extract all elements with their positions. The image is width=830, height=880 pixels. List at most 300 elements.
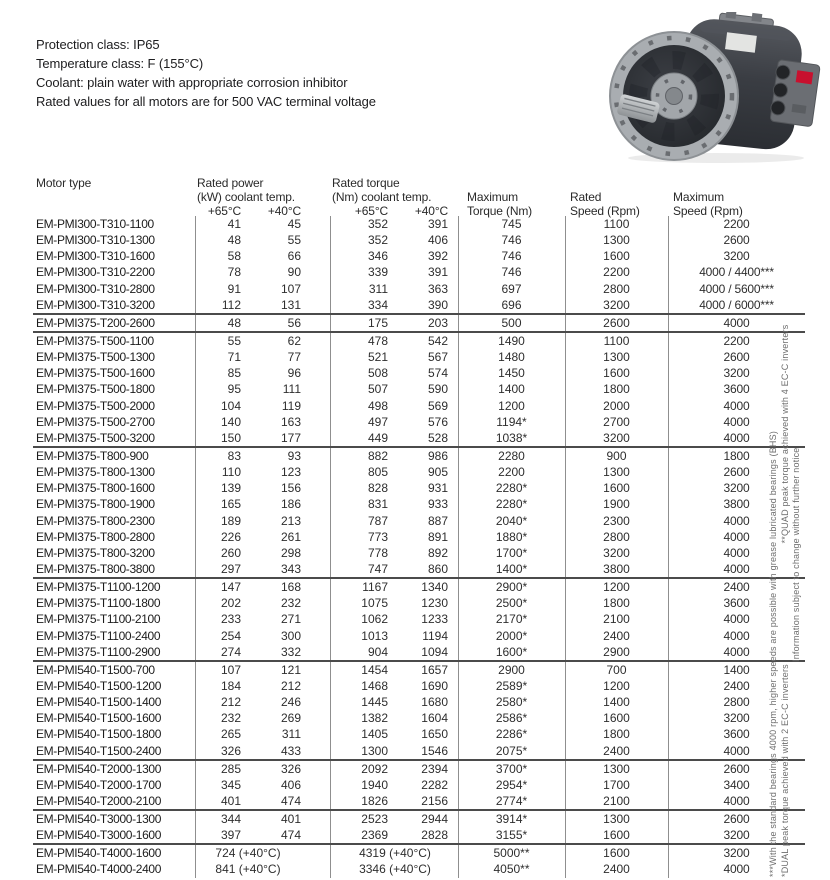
motor-photo: [598, 12, 822, 164]
column-separator: [330, 264, 331, 280]
value-cell: 2400: [603, 628, 630, 643]
value-cell: 343: [280, 561, 301, 576]
table-row: [33, 579, 805, 595]
value-cell: 1800: [603, 596, 630, 611]
col-subheader-torque-unit: (Nm) coolant temp.: [332, 190, 432, 204]
col-header-torque-40: +40°C: [414, 204, 448, 218]
value-cell: 2586*: [495, 711, 528, 726]
value-cell: 1604: [421, 711, 448, 726]
value-cell: 332: [280, 644, 301, 659]
col-header-rated-speed-l1: Rated: [570, 190, 602, 204]
value-cell: 1480: [498, 350, 525, 365]
col-header-motor-type: Motor type: [36, 176, 92, 190]
value-cell: 390: [427, 297, 448, 312]
value-cell: 4000: [723, 743, 750, 758]
table-row: [33, 861, 805, 877]
value-cell: 2580*: [495, 695, 528, 710]
value-cell: 1400*: [495, 561, 528, 576]
value-cell: 1826: [361, 793, 388, 808]
column-separator: [330, 761, 331, 777]
value-cell: 66: [287, 249, 301, 264]
col-header-rated-speed-l2: Speed (Rpm): [570, 204, 640, 218]
column-separator: [330, 333, 331, 349]
motor-type-cell: EM-PMI375-T500-2700: [36, 414, 155, 429]
value-cell: 2523: [361, 812, 388, 827]
value-cell: 2828: [421, 828, 448, 843]
value-cell: 271: [280, 612, 301, 627]
column-separator: [330, 480, 331, 496]
value-cell: 168: [280, 580, 301, 595]
table-row: [33, 381, 805, 397]
column-separator: [330, 595, 331, 611]
value-cell: 346: [367, 249, 388, 264]
value-cell: 1600: [603, 828, 630, 843]
value-cell: 1400: [498, 382, 525, 397]
value-cell: 3200: [603, 430, 630, 445]
value-cell: 1075: [361, 596, 388, 611]
table-group: [33, 333, 805, 448]
value-cell: 1454: [361, 662, 388, 677]
value-cell: 2600: [723, 465, 750, 480]
value-cell: 311: [368, 281, 388, 296]
col-header-max-speed-l2: Speed (Rpm): [673, 204, 743, 218]
motor-type-cell: EM-PMI300-T310-3200: [36, 297, 155, 312]
value-cell: 892: [427, 545, 448, 560]
value-cell: 2200: [723, 333, 750, 348]
value-cell: 165: [220, 497, 241, 512]
column-separator: [330, 811, 331, 827]
value-cell: 203: [427, 315, 448, 330]
motor-type-cell: EM-PMI540-T4000-2400: [36, 862, 162, 877]
value-cell: 1600: [603, 846, 630, 861]
col-subheader-power-unit: (kW) coolant temp.: [197, 190, 295, 204]
brand-label: [796, 70, 814, 84]
motor-type-cell: EM-PMI375-T500-1300: [36, 350, 155, 365]
value-cell: 1600: [603, 366, 630, 381]
value-cell: 4000 / 4400***: [699, 265, 774, 280]
column-separator: [330, 414, 331, 430]
value-cell: 3346 (+40°C): [359, 862, 431, 877]
motor-type-cell: EM-PMI300-T310-1100: [36, 217, 154, 231]
value-cell: 3200: [603, 545, 630, 560]
value-cell: 4000: [723, 793, 750, 808]
value-cell: 1200: [603, 580, 630, 595]
value-cell: 497: [367, 414, 388, 429]
value-cell: 2200: [723, 217, 750, 231]
value-cell: 285: [220, 761, 241, 776]
value-cell: 498: [367, 398, 388, 413]
column-separator: [330, 561, 331, 577]
value-cell: 339: [367, 265, 388, 280]
value-cell: 3200: [723, 711, 750, 726]
value-cell: 887: [427, 513, 448, 528]
value-cell: 1340: [421, 580, 448, 595]
table-row: [33, 464, 805, 480]
column-separator: [330, 513, 331, 529]
column-separator: [330, 628, 331, 644]
value-cell: 746: [501, 265, 522, 280]
value-cell: 90: [287, 265, 301, 280]
value-cell: 986: [427, 448, 448, 463]
motor-type-cell: EM-PMI300-T310-2800: [36, 281, 155, 296]
value-cell: 2400: [723, 678, 750, 693]
value-cell: 4000: [723, 529, 750, 544]
table-row: [33, 248, 805, 264]
value-cell: 112: [221, 297, 241, 312]
value-cell: 4000: [723, 414, 750, 429]
table-row: [33, 644, 805, 660]
value-cell: 574: [427, 366, 448, 381]
table-row: [33, 611, 805, 627]
value-cell: 700: [606, 662, 627, 677]
table-row: [33, 216, 805, 232]
value-cell: 326: [220, 743, 241, 758]
value-cell: 576: [427, 414, 448, 429]
value-cell: 1062: [361, 612, 388, 627]
value-cell: 1300: [603, 233, 630, 248]
value-cell: 2282: [421, 777, 448, 792]
motor-type-cell: EM-PMI375-T1100-2400: [36, 628, 161, 643]
value-cell: 2300: [603, 513, 630, 528]
motor-type-cell: EM-PMI375-T800-1300: [36, 465, 155, 480]
value-cell: 1700*: [495, 545, 528, 560]
value-cell: 119: [281, 398, 301, 413]
table-row: [33, 232, 805, 248]
column-separator: [330, 365, 331, 381]
value-cell: 326: [280, 761, 301, 776]
column-separator: [330, 827, 331, 843]
footnote-quad: **QUAD peak torque achieved with 4 EC-C inverters: [780, 324, 790, 544]
motor-type-cell: EM-PMI375-T1100-2100: [36, 612, 161, 627]
footnote-dual: *DUAL peak torque achieved with 2 EC-C inverters: [780, 664, 790, 877]
table-row: [33, 264, 805, 280]
motor-label: [725, 32, 757, 53]
motor-type-cell: EM-PMI300-T310-2200: [36, 265, 155, 280]
value-cell: 212: [220, 695, 241, 710]
value-cell: 4000: [723, 513, 750, 528]
value-cell: 300: [280, 628, 301, 643]
value-cell: 3200: [723, 481, 750, 496]
motor-spec-table: [33, 175, 805, 878]
value-cell: 1300: [603, 761, 630, 776]
value-cell: 1900: [603, 497, 630, 512]
column-separator: [330, 248, 331, 264]
value-cell: 140: [220, 414, 241, 429]
motor-type-cell: EM-PMI540-T1500-2400: [36, 743, 162, 758]
table-row: [33, 743, 805, 759]
value-cell: 2170*: [495, 612, 528, 627]
value-cell: 334: [367, 297, 388, 312]
value-cell: 139: [220, 481, 241, 496]
value-cell: 392: [427, 249, 448, 264]
value-cell: 212: [280, 678, 301, 693]
value-cell: 352: [367, 217, 388, 231]
motor-type-cell: EM-PMI540-T2000-2100: [36, 793, 162, 808]
spec-info-line: Protection class: IP65: [36, 37, 160, 52]
value-cell: 2500*: [495, 596, 528, 611]
table-row: [33, 662, 805, 678]
motor-type-cell: EM-PMI375-T1100-1800: [36, 596, 161, 611]
table-group: [33, 579, 805, 662]
value-cell: 177: [280, 430, 301, 445]
value-cell: 507: [367, 382, 388, 397]
value-cell: 261: [280, 529, 301, 544]
motor-type-cell: EM-PMI375-T800-1600: [36, 481, 155, 496]
value-cell: 828: [367, 481, 388, 496]
value-cell: 1450: [498, 366, 525, 381]
value-cell: 48: [227, 315, 241, 330]
value-cell: 1650: [421, 727, 448, 742]
value-cell: 1405: [361, 727, 388, 742]
table-group: [33, 216, 805, 315]
motor-type-cell: EM-PMI375-T500-1800: [36, 382, 155, 397]
value-cell: 260: [220, 545, 241, 560]
value-cell: 397: [220, 828, 241, 843]
value-cell: 905: [427, 465, 448, 480]
value-cell: 1880*: [495, 529, 528, 544]
table-row: [33, 448, 805, 464]
table-row: [33, 480, 805, 496]
table-row: [33, 398, 805, 414]
value-cell: 107: [220, 662, 241, 677]
value-cell: 3800: [603, 561, 630, 576]
value-cell: 724 (+40°C): [215, 846, 281, 861]
value-cell: 189: [220, 513, 241, 528]
value-cell: 4000: [723, 561, 750, 576]
col-header-max-torque-l2: Torque (Nm): [467, 204, 533, 218]
table-row: [33, 761, 805, 777]
value-cell: 3914*: [495, 812, 528, 827]
value-cell: 4000: [723, 644, 750, 659]
column-separator: [330, 281, 331, 297]
value-cell: 233: [220, 612, 241, 627]
table-row: [33, 726, 805, 742]
value-cell: 1600: [603, 711, 630, 726]
value-cell: 213: [280, 513, 301, 528]
value-cell: 344: [220, 812, 241, 827]
value-cell: 401: [280, 812, 301, 827]
table-group: [33, 811, 805, 845]
value-cell: 91: [227, 281, 241, 296]
table-row: [33, 297, 805, 313]
motor-type-cell: EM-PMI540-T3000-1300: [36, 812, 162, 827]
value-cell: 406: [280, 777, 301, 792]
table-row: [33, 365, 805, 381]
value-cell: 265: [220, 727, 241, 742]
value-cell: 1600*: [495, 644, 528, 659]
column-separator: [330, 430, 331, 446]
value-cell: 3200: [723, 846, 750, 861]
value-cell: 62: [287, 333, 301, 348]
table-group: [33, 662, 805, 761]
value-cell: 542: [427, 333, 448, 348]
value-cell: 521: [367, 350, 388, 365]
value-cell: 2100: [603, 612, 630, 627]
value-cell: 3600: [723, 382, 750, 397]
value-cell: 3600: [723, 596, 750, 611]
value-cell: 254: [220, 628, 241, 643]
value-cell: 391: [427, 265, 448, 280]
motor-type-cell: EM-PMI375-T800-1900: [36, 497, 155, 512]
value-cell: 1800: [723, 448, 750, 463]
value-cell: 2286*: [495, 727, 528, 742]
value-cell: 232: [280, 596, 301, 611]
table-row: [33, 333, 805, 349]
value-cell: 2589*: [495, 678, 528, 693]
value-cell: 2400: [603, 862, 630, 877]
motor-type-cell: EM-PMI375-T500-1100: [36, 333, 154, 348]
value-cell: 1800: [603, 727, 630, 742]
value-cell: 3700*: [495, 761, 528, 776]
table-row: [33, 793, 805, 809]
value-cell: 1167: [362, 580, 388, 595]
table-row: [33, 315, 805, 331]
value-cell: 567: [427, 350, 448, 365]
motor-type-cell: EM-PMI300-T310-1600: [36, 249, 155, 264]
table-row: [33, 628, 805, 644]
value-cell: 528: [427, 430, 448, 445]
motor-type-cell: EM-PMI540-T1500-700: [36, 662, 155, 677]
value-cell: 2774*: [495, 793, 528, 808]
value-cell: 1100: [603, 333, 630, 348]
value-cell: 150: [220, 430, 241, 445]
spec-info-line: Rated values for all motors are for 500 VAC terminal voltage: [36, 94, 376, 109]
column-separator: [330, 611, 331, 627]
value-cell: 123: [280, 465, 301, 480]
value-cell: 2700: [603, 414, 630, 429]
value-cell: 311: [281, 727, 301, 742]
value-cell: 2394: [421, 761, 448, 776]
value-cell: 121: [280, 662, 301, 677]
motor-type-cell: EM-PMI540-T1500-1200: [36, 678, 162, 693]
value-cell: 900: [606, 448, 627, 463]
motor-type-cell: EM-PMI375-T200-2600: [36, 315, 155, 330]
value-cell: 1300: [361, 743, 388, 758]
value-cell: 2800: [723, 695, 750, 710]
table-row: [33, 561, 805, 577]
value-cell: 746: [501, 249, 522, 264]
value-cell: 2075*: [495, 743, 528, 758]
value-cell: 48: [227, 233, 241, 248]
table-group: [33, 761, 805, 811]
value-cell: 1094: [421, 644, 448, 659]
value-cell: 1200: [498, 398, 525, 413]
col-header-torque-65: +65°C: [354, 204, 388, 218]
column-separator: [330, 448, 331, 464]
col-header-rated-torque: Rated torque: [332, 176, 400, 190]
value-cell: 186: [280, 497, 301, 512]
value-cell: 41: [227, 217, 241, 231]
value-cell: 4000 / 6000***: [699, 297, 774, 312]
value-cell: 4000: [723, 315, 750, 330]
table-header: [33, 175, 805, 216]
value-cell: 156: [280, 481, 301, 496]
value-cell: 4000: [723, 628, 750, 643]
value-cell: 2600: [723, 350, 750, 365]
value-cell: 107: [280, 281, 301, 296]
table-row: [33, 595, 805, 611]
value-cell: 478: [367, 333, 388, 348]
value-cell: 3200: [603, 297, 630, 312]
column-separator: [330, 349, 331, 365]
table-row: [33, 414, 805, 430]
value-cell: 85: [227, 366, 241, 381]
table-row: [33, 281, 805, 297]
motor-type-cell: EM-PMI540-T1500-1800: [36, 727, 162, 742]
value-cell: 1468: [361, 678, 388, 693]
value-cell: 175: [367, 315, 388, 330]
value-cell: 508: [367, 366, 388, 381]
table-row: [33, 710, 805, 726]
column-separator: [330, 216, 331, 232]
motor-type-cell: EM-PMI540-T1500-1400: [36, 695, 162, 710]
value-cell: 2600: [603, 315, 630, 330]
value-cell: 363: [427, 281, 448, 296]
value-cell: 56: [287, 315, 301, 330]
table-row: [33, 529, 805, 545]
value-cell: 2900*: [495, 580, 528, 595]
col-header-rated-power: Rated power: [197, 176, 264, 190]
value-cell: 433: [280, 743, 301, 758]
footnote-dual-quad: [780, 325, 790, 877]
table-row: [33, 545, 805, 561]
value-cell: 3155*: [495, 828, 528, 843]
value-cell: 163: [280, 414, 301, 429]
value-cell: 297: [220, 561, 241, 576]
table-row: [33, 513, 805, 529]
value-cell: 1680: [421, 695, 448, 710]
value-cell: 831: [367, 497, 388, 512]
motor-type-cell: EM-PMI375-T800-3200: [36, 545, 155, 560]
value-cell: 55: [287, 233, 301, 248]
motor-type-cell: EM-PMI540-T2000-1300: [36, 761, 162, 776]
value-cell: 2400: [603, 743, 630, 758]
motor-type-cell: EM-PMI375-T1100-1200: [36, 580, 161, 595]
value-cell: 4000: [723, 862, 750, 877]
value-cell: 1038*: [495, 430, 528, 445]
value-cell: 1400: [603, 695, 630, 710]
column-separator: [330, 726, 331, 742]
value-cell: 1400: [723, 662, 750, 677]
value-cell: 184: [220, 678, 241, 693]
motor-type-cell: EM-PMI375-T800-3800: [36, 561, 155, 576]
value-cell: 3800: [723, 497, 750, 512]
value-cell: 1100: [603, 217, 630, 231]
value-cell: 147: [220, 580, 241, 595]
value-cell: 2040*: [495, 513, 528, 528]
value-cell: 4000: [723, 612, 750, 627]
motor-type-cell: EM-PMI375-T800-900: [36, 448, 149, 463]
value-cell: 2280*: [495, 481, 528, 496]
value-cell: 5000**: [493, 846, 530, 861]
value-cell: 96: [287, 366, 301, 381]
value-cell: 1013: [361, 628, 388, 643]
motor-type-cell: EM-PMI375-T500-3200: [36, 430, 155, 445]
value-cell: 1230: [421, 596, 448, 611]
value-cell: 697: [501, 281, 522, 296]
value-cell: 2600: [723, 812, 750, 827]
value-cell: 4000: [723, 430, 750, 445]
motor-type-cell: EM-PMI300-T310-1300: [36, 233, 155, 248]
footnote-bearings: ***With the standard bearings 4000 rpm, higher speeds are possible with grease lubricated bearings (BHS): [768, 430, 778, 877]
value-cell: 71: [227, 350, 241, 365]
value-cell: 2600: [723, 233, 750, 248]
value-cell: 805: [367, 465, 388, 480]
value-cell: 1200: [603, 678, 630, 693]
table-row: [33, 827, 805, 843]
value-cell: 4000 / 5600***: [699, 281, 774, 296]
value-cell: 590: [427, 382, 448, 397]
